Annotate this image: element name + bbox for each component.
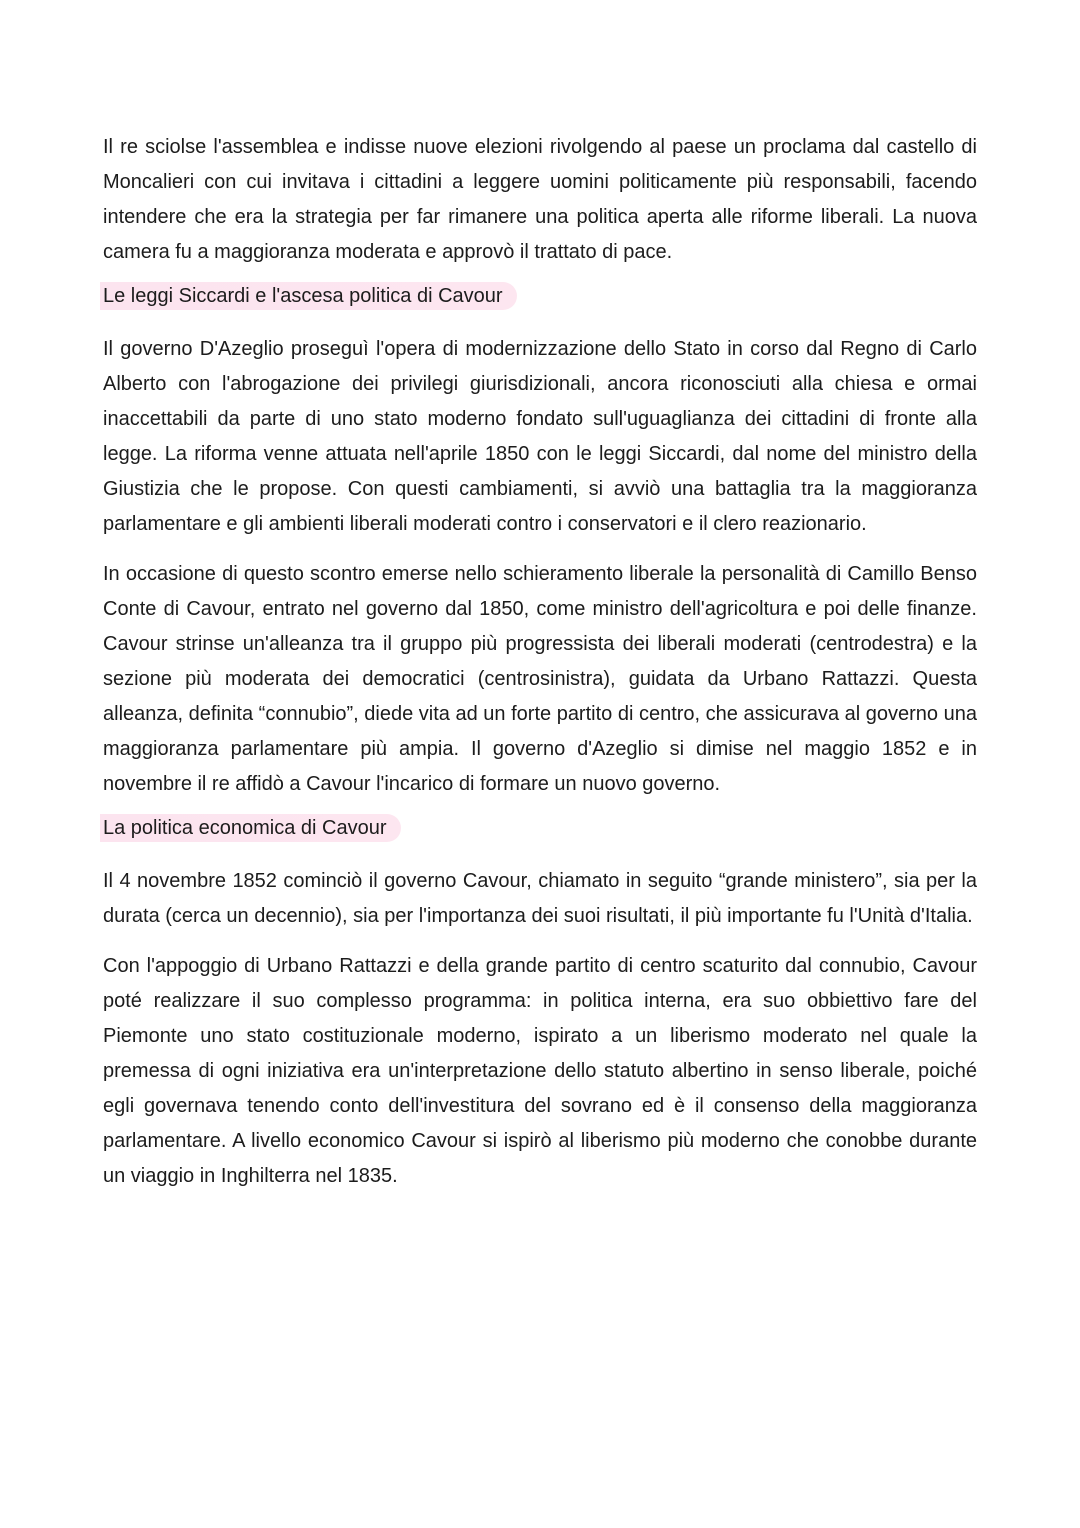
section-heading-siccardi: Le leggi Siccardi e l'ascesa politica di Cavour bbox=[100, 282, 517, 310]
paragraph: Con l'appoggio di Urbano Rattazzi e della grande partito di centro scaturito dal connubio, Cavour poté realizzare il suo complesso programma: in politica interna, era suo obbiettivo fare del Piemonte uno stato costituzionale moderno, ispirato a un liberismo moderato nel quale la premessa di ogni iniziativa era un'interpretazione dello statuto albertino in senso liberale, poiché egli governava tenendo conto dell'investitura del sovrano ed è il consenso della maggioranza parlamentare. A livello economico Cavour si ispirò al liberismo più moderno che conobbe durante un viaggio in Inghilterra nel 1835. bbox=[103, 955, 977, 1187]
paragraph: Il governo D'Azeglio proseguì l'opera di modernizzazione dello Stato in corso dal Regno di Carlo Alberto con l'abrogazione dei privilegi giurisdizionali, ancora riconosciuti alla chiesa e ormai inaccettabili da parte di uno stato moderno fondato sull'uguaglianza dei cittadini di fronte alla legge. La riforma venne attuata nell'aprile 1850 con le leggi Siccardi, dal nome del ministro della Giustizia che le propose. Con questi cambiamenti, si avviò una battaglia tra la maggioranza parlamentare e gli ambienti liberali moderati contro i conservatori e il clero reazionario. bbox=[103, 338, 977, 535]
paragraph: Il re sciolse l'assemblea e indisse nuove elezioni rivolgendo al paese un proclama dal castello di Moncalieri con cui invitava i cittadini a leggere uomini politicamente più responsabili, facendo intendere che era la strategia per far rimanere una politica aperta alle riforme liberali. La nuova camera fu a maggioranza moderata e approvò il trattato di pace. bbox=[103, 136, 977, 263]
document-page bbox=[103, 130, 977, 1209]
paragraph: Il 4 novembre 1852 cominciò il governo Cavour, chiamato in seguito “grande ministero”, sia per la durata (cerca un decennio), sia per l'importanza dei suoi risultati, il più importante fu l'Unità d'Italia. bbox=[103, 870, 977, 927]
section-heading-economic-policy: La politica economica di Cavour bbox=[100, 814, 401, 842]
paragraph: In occasione di questo scontro emerse nello schieramento liberale la personalità di Camillo Benso Conte di Cavour, entrato nel governo dal 1850, come ministro dell'agricoltura e poi delle finanze. Cavour strinse un'alleanza tra il gruppo più progressista dei liberali moderati (centrodestra) e la sezione più moderata dei democratici (centrosinistra), guidata da Urbano Rattazzi. Questa alleanza, definita “connubio”, diede vita ad un forte partito di centro, che assicurava al governo una maggioranza parlamentare più ampia. Il governo d'Azeglio si dimise nel maggio 1852 e in novembre il re affidò a Cavour l'incarico di formare un nuovo governo. bbox=[103, 563, 977, 795]
